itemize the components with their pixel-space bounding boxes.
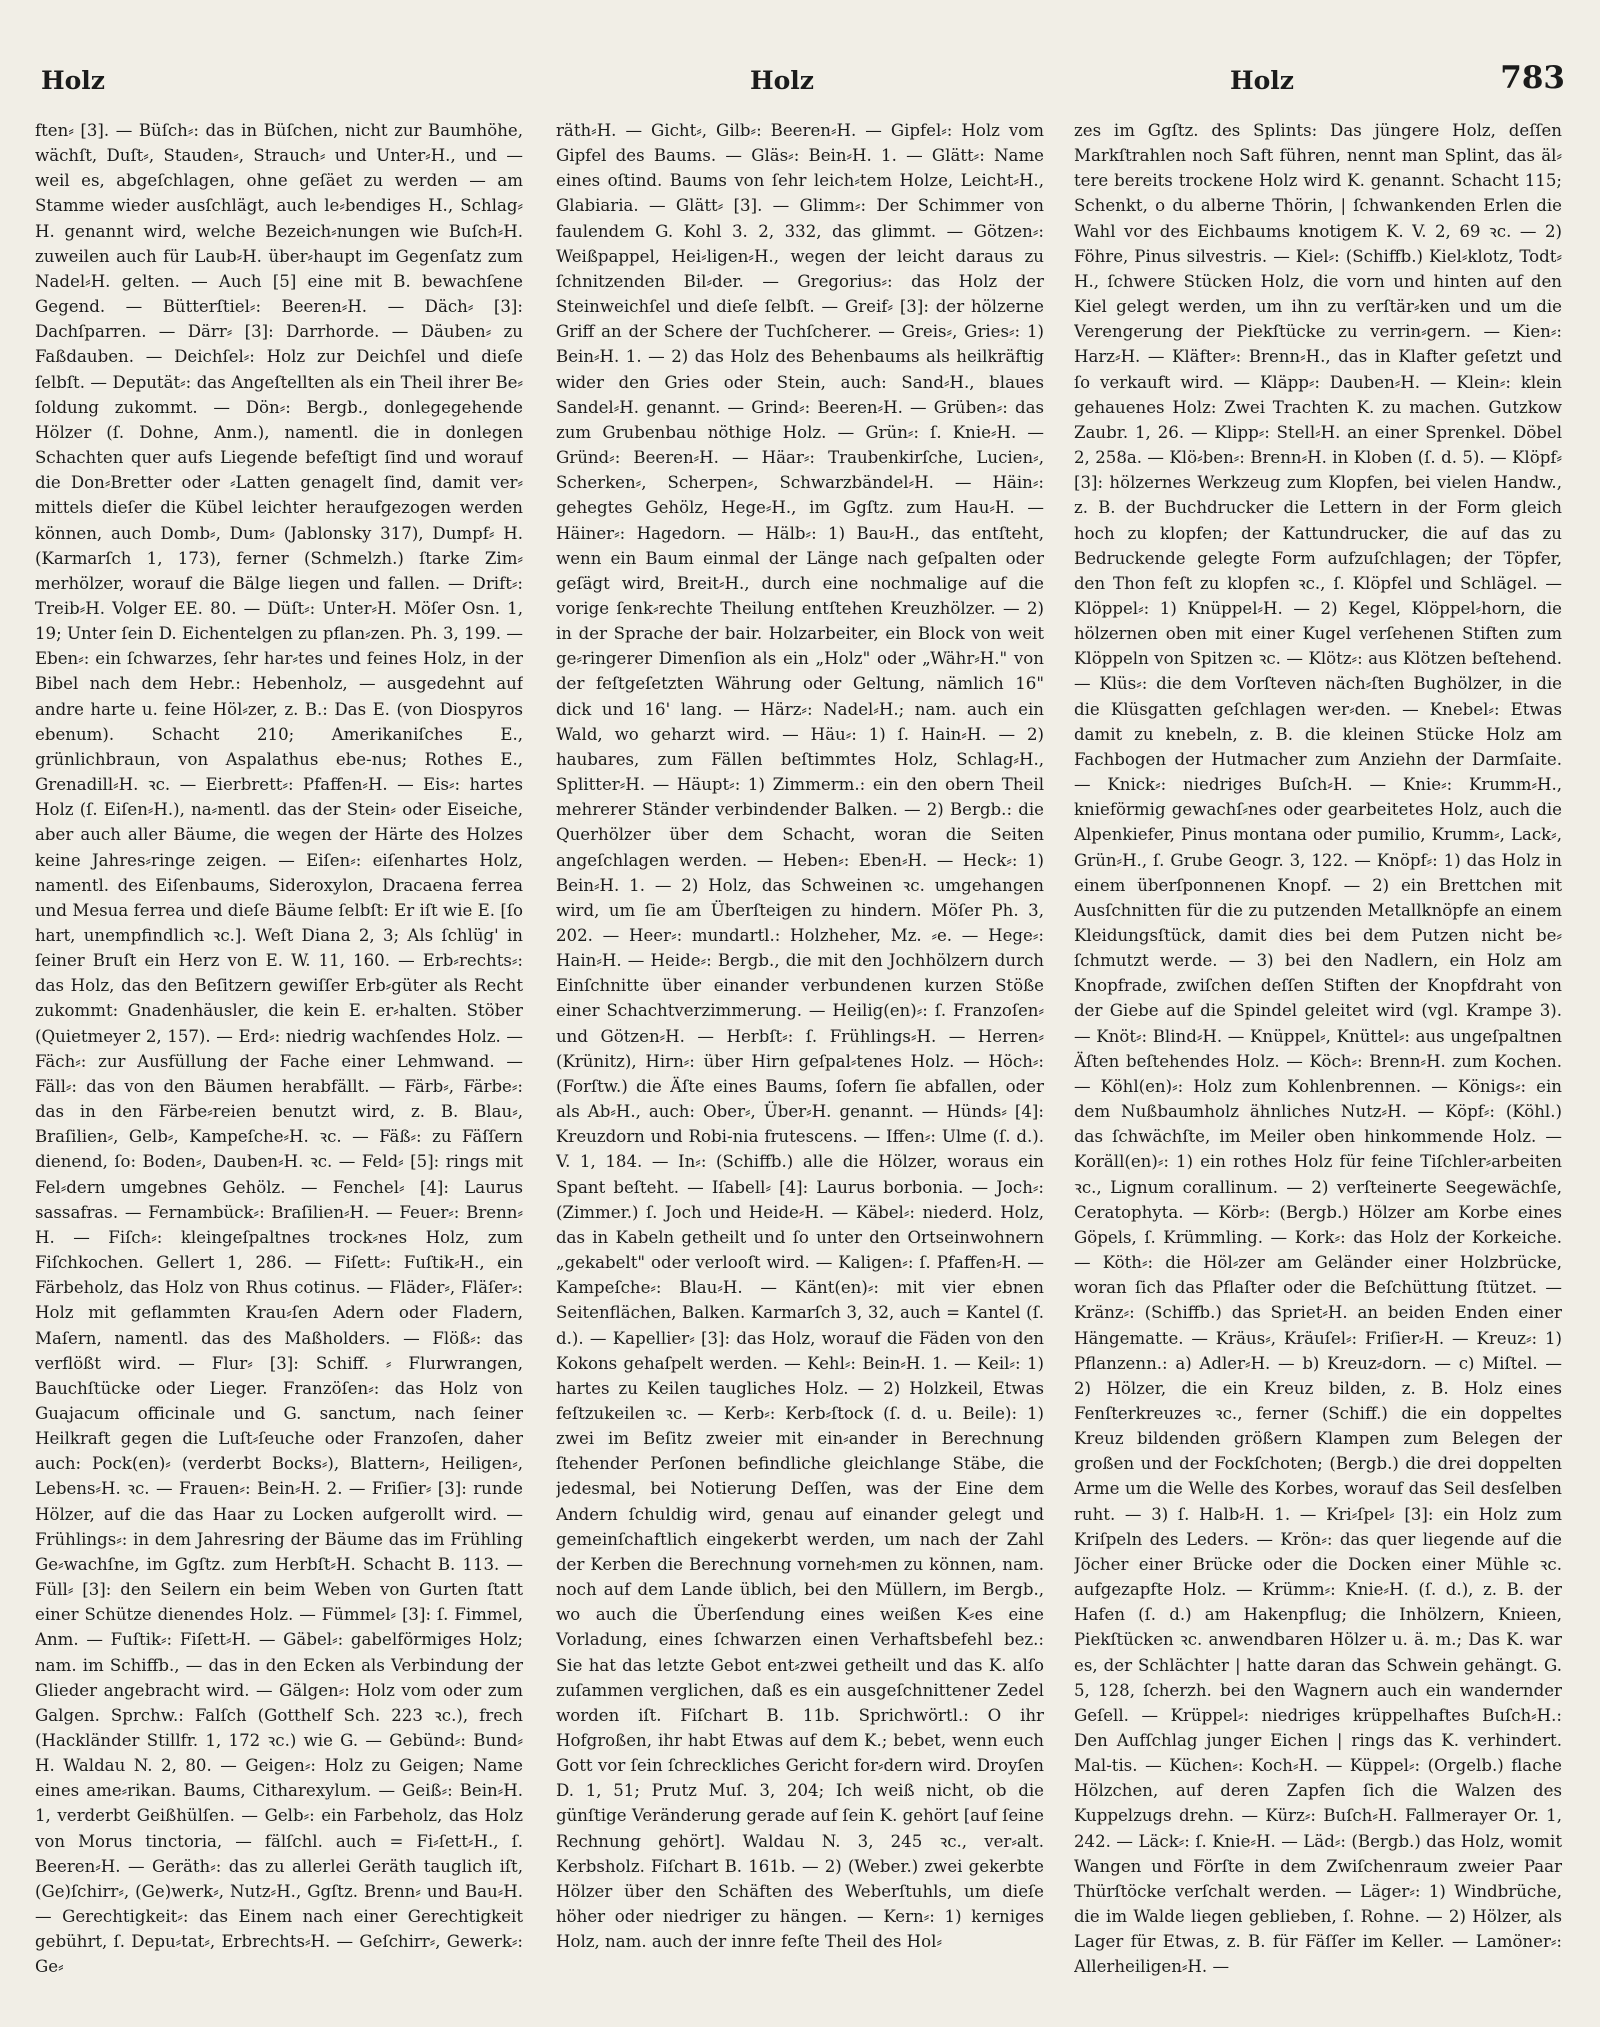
running-header <box>35 60 1565 106</box>
dictionary-column-right: zes im Ggſtz. des Splints: Das jüngere Holz, deſſen Markſtrahlen noch Saft führen, nennt man Splint, das äl⸗tere bereits trockene Holz wird K. genannt. Schacht 115; Schenkt, o du alberne Thörin, | ſchwankenden Erlen die Wahl vor des Eichbaums knotigem K. V. 2, 69 ꝛc. — 2) Föhre, Pinus silvestris. — Kiel⸗: (Schiffb.) Kiel⸗klotz, Todt⸗H., ſchwere Stücken Holz, die vorn und hinten auf den Kiel gelegt werden, um ihn zu verſtär⸗ken und um die Verengerung der Piekſtücke zu verrin⸗gern. — Kien⸗: Harz⸗H. — Kläfter⸗: Brenn⸗H., das in Klafter geſetzt und ſo verkauft wird. — Kläpp⸗: Dauben⸗H. — Klein⸗: klein gehauenes Holz: Zwei Trachten K. zu machen. Gutzkow Zaubr. 1, 26. — Klipp⸗: Stell⸗H. an einer Sprenkel. Döbel 2, 258a. — Klö⸗ben⸗: Brenn⸗H. in Kloben (ſ. d. 5). — Klöpf⸗ [3]: hölzernes Werkzeug zum Klopfen, bei vielen Handw., z. B. der Buchdrucker die Lettern in der Form gleich hoch zu klopfen; der Kattundrucker, die auf das zu Bedruckende gelegte Form aufzuſchlagen; der Töpfer, den Thon feſt zu klopfen ꝛc., ſ. Klöpfel und Schlägel. — Klöppel⸗: 1) Knüppel⸗H. — 2) Kegel, Klöppel⸗horn, die hölzernen oben mit einer Kugel verſehenen Stiften zum Klöppeln von Spitzen ꝛc. — Klötz⸗: aus Klötzen beſtehend. — Klüs⸗: die dem Vorſteven näch⸗ſten Bughölzer, in die die Klüsgatten geſchlagen wer⸗den. — Knebel⸗: Etwas damit zu knebeln, z. B. die kleinen Stücke Holz am Fachbogen der Hutmacher zum Anziehn der Darmſaite. — Knick⸗: niedriges Buſch⸗H. — Knie⸗: Krumm⸗H., knieförmig gewachſ⸗nes oder gearbeitetes Holz, auch die Alpenkiefer, Pinus montana oder pumilio, Krumm⸗, Lack⸗, Grün⸗H., ſ. Grube Geogr. 3, 122. — Knöpf⸗: 1) das Holz in einem überſponnenen Knopf. — 2) ein Brettchen mit Ausſchnitten für die zu putzenden Metallknöpfe an einem Kleidungsſtück, damit dies bei dem Putzen nicht be⸗ſchmutzt werde. — 3) bei den Nadlern, ein Holz am Knopfrade, zwiſchen deſſen Stiften der Knopfdraht von der Giebe auf die Spindel geleitet wird (vgl. Krampe 3). — Knöt⸗: Blind⸗H. — Knüppel⸗, Knüttel⸗: aus ungeſpaltnen Äſten beſtehendes Holz. — Köch⸗: Brenn⸗H. zum Kochen. — Köhl(en)⸗: Holz zum Kohlenbrennen. — Königs⸗: ein dem Nußbaumholz ähnliches Nutz⸗H. — Köpf⸗: (Köhl.) das ſchwächſte, im Meiler oben hinkommende Holz. — Koräll(en)⸗: 1) ein rothes Holz für feine Tiſchler⸗arbeiten ꝛc., Lignum corallinum. — 2) verſteinerte Seegewächſe, Ceratophyta. — Körb⸗: (Bergb.) Hölzer am Korbe eines Göpels, ſ. Krümmling. — Kork⸗: das Holz der Korkeiche. — Köth⸗: die Höl⸗zer am Geländer einer Holzbrücke, woran ſich das Pflaſter oder die Beſchüttung ſtützet. — Kränz⸗: (Schiffb.) das Spriet⸗H. an beiden Enden einer Hängematte. — Kräus⸗, Kräuſel⸗: Friſier⸗H. — Kreuz⸗: 1) Pflanzenn.: a) Adler⸗H. — b) Kreuz⸗dorn. — c) Miſtel. — 2) Hölzer, die ein Kreuz bilden, z. B. Holz eines Fenſterkreuzes ꝛc., ferner (Schiff.) die ein doppeltes Kreuz bildenden größern Klampen zum Belegen der großen und der Fockſchoten; (Bergb.) die drei doppelten Arme um die Welle des Korbes, worauf das Seil desſelben ruht. — 3) ſ. Halb⸗H. 1. — Kri⸗ſpel⸗ [3]: ein Holz zum Kriſpeln des Leders. — Krön⸗: das quer liegende auf die Jöcher einer Brücke oder die Docken einer Mühle ꝛc. aufgezapfte Holz. — Krümm⸗: Knie⸗H. (ſ. d.), z. B. der Hafen (ſ. d.) am Hakenpflug; die Inhölzern, Knieen, Piekſtücken ꝛc. anwendbaren Hölzer u. ä. m.; Das K. war es, der Schlächter | hatte daran das Schwein gehängt. G. 5, 128, ſcherzh. bei den Wagnern auch ein wandernder Geſell. — Krüppel⸗: niedriges krüppelhaftes Buſch⸗H.: Den Aufſchlag junger Eichen | rings das K. verhindert. Mal-tis. — Küchen⸗: Koch⸗H. — Küppel⸗: (Orgelb.) flache Hölzchen, auf deren Zapfen ſich die Walzen des Kuppelzugs drehn. — Kürz⸗: Buſch⸗H. Fallmerayer Or. 1, 242. — Läck⸗: ſ. Knie⸗H. — Läd⸗: (Bergb.) das Holz, womit Wangen und Förſte in dem Zwiſchenraum zweier Paar Thürſtöcke verſchalt werden. — Läger⸗: 1) Windbrüche, die im Walde liegen geblieben, ſ. Rohne. — 2) Hölzer, als Lager für Etwas, z. B. für Fäſſer im Keller. — Lamöner⸗: Allerheiligen⸗H. — <box>1074 121 1562 1977</box>
left-running-headword: Holz <box>41 66 105 95</box>
center-running-headword: Holz <box>750 66 814 95</box>
page-number: 783 <box>1500 60 1565 96</box>
right-running-headword: Holz <box>1230 66 1294 95</box>
dictionary-column-middle: räth⸗H. — Gicht⸗, Gilb⸗: Beeren⸗H. — Gipfel⸗: Holz vom Gipfel des Baums. — Gläs⸗: Bein⸗H. 1. — Glätt⸗: Name eines oſtind. Baums von ſehr leich⸗tem Holze, Leicht⸗H., Glabiaria. — Glätt⸗ [3]. — Glimm⸗: Der Schimmer von faulendem G. Kohl 3. 2, 332, das glimmt. — Götzen⸗: Weißpappel, Hei⸗ligen⸗H., wegen der leicht daraus zu ſchnitzenden Bil⸗der. — Gregorius⸗: das Holz der Steinweichſel und dieſe ſelbſt. — Greif⸗ [3]: der hölzerne Griff an der Schere der Tuchſcherer. — Greis⸗, Gries⸗: 1) Bein⸗H. 1. — 2) das Holz des Behenbaums als heilkräftig wider den Gries oder Stein, auch: Sand⸗H., blaues Sandel⸗H. genannt. — Grind⸗: Beeren⸗H. — Grüben⸗: das zum Grubenbau nöthige Holz. — Grün⸗: ſ. Knie⸗H. — Gründ⸗: Beeren⸗H. — Häar⸗: Traubenkirſche, Lucien⸗, Scherken⸗, Scherpen⸗, Schwarzbändel⸗H. — Häin⸗: gehegtes Gehölz, Hege⸗H., im Ggſtz. zum Hau⸗H. — Häiner⸗: Hagedorn. — Hälb⸗: 1) Bau⸗H., das entſteht, wenn ein Baum einmal der Länge nach geſpalten oder geſägt wird, Breit⸗H., durch eine nochmalige auf die vorige ſenk⸗rechte Theilung entſtehen Kreuzhölzer. — 2) in der Sprache der bair. Holzarbeiter, ein Block von weit ge⸗ringerer Dimenſion als ein „Holz" oder „Währ⸗H." von der feſtgeſetzten Währung oder Geltung, nämlich 16" dick und 16' lang. — Härz⸗: Nadel⸗H.; nam. auch ein Wald, wo geharzt wird. — Häu⸗: 1) ſ. Hain⸗H. — 2) haubares, zum Fällen beſtimmtes Holz, Schlag⸗H., Splitter⸗H. — Häupt⸗: 1) Zimmerm.: ein den obern Theil mehrerer Ständer verbindender Balken. — 2) Bergb.: die Querhölzer über dem Schacht, woran die Seiten angeſchlagen werden. — Heben⸗: Eben⸗H. — Heck⸗: 1) Bein⸗H. 1. — 2) Holz, das Schweinen ꝛc. umgehangen wird, um ſie am Überſteigen zu hindern. Möſer Ph. 3, 202. — Heer⸗: mundartl.: Holzheher, Mz. ⸗e. — Hege⸗: Hain⸗H. — Heide⸗: Bergb., die mit den Jochhölzern durch Einſchnitte über einander verbundenen kurzen Stöße einer Schachtverzimmerung. — Heilig(en)⸗: ſ. Franzoſen⸗ und Götzen⸗H. — Herbſt⸗: ſ. Frühlings⸗H. — Herren⸗ (Krünitz), Hirn⸗: über Hirn geſpal⸗tenes Holz. — Höch⸗: (Forſtw.) die Äſte eines Baums, ſofern ſie abfallen, oder als Ab⸗H., auch: Ober⸗, Über⸗H. genannt. — Hünds⸗ [4]: Kreuzdorn und Robi-nia frutescens. — Iffen⸗: Ulme (ſ. d.). V. 1, 184. — In⸗: (Schiffb.) alle die Hölzer, woraus ein Spant beſteht. — Iſabell⸗ [4]: Laurus borbonia. — Joch⸗: (Zimmer.) ſ. Joch und Heide⸗H. — Käbel⸗: niederd. Holz, das in Kabeln getheilt und ſo unter den Ortseinwohnern „gekabelt" oder verlooſt wird. — Kaligen⸗: ſ. Pfaffen⸗H. — Kampeſche⸗: Blau⸗H. — Känt(en)⸗: mit vier ebnen Seitenflächen, Balken. Karmarſch 3, 32, auch = Kantel (ſ. d.). — Kapellier⸗ [3]: das Holz, worauf die Fäden von den Kokons gehaſpelt werden. — Kehl⸗: Bein⸗H. 1. — Keil⸗: 1) hartes zu Keilen taugliches Holz. — 2) Holzkeil, Etwas feſtzukeilen ꝛc. — Kerb⸗: Kerb⸗ſtock (ſ. d. u. Beile): 1) zwei im Beſitz zweier mit ein⸗ander in Berechnung ſtehender Perſonen befindliche gleichlange Stäbe, die jedesmal, bei Notierung Deſſen, was der Eine dem Andern ſchuldig wird, genau auf einander gelegt und gemeinſchaftlich eingekerbt werden, um nach der Zahl der Kerben die Berechnung vorneh⸗men zu können, nam. noch auf dem Lande üblich, bei den Müllern, im Bergb., wo auch die Überſendung eines weißen K⸗es eine Vorladung, eines ſchwarzen einen Verhaftsbefehl bez.: Sie hat das letzte Gebot ent⸗zwei getheilt und das K. alſo zuſammen verglichen, daß es ein ausgeſchnittener Zedel worden iſt. Fiſchart B. 11b. Sprichwörtl.: O ihr Hofgroßen, ihr habt Etwas auf dem K.; bebet, wenn euch Gott vor ſein ſchreckliches Gericht for⸗dern wird. Droyſen D. 1, 51; Prutz Muſ. 3, 204; Ich weiß nicht, ob die günſtige Veränderung gerade auf ſein K. gehört [auf ſeine Rechnung gehört]. Waldau N. 3, 245 ꝛc., ver⸗alt. Kerbsholz. Fiſchart B. 161b. — 2) (Weber.) zwei gekerbte Hölzer über den Schäften des Weberſtuhls, um dieſe höher oder niedriger zu hängen. — Kern⸗: 1) kerniges Holz, nam. auch der innre feſte Theil des Hol⸗ <box>556 121 1044 1952</box>
dictionary-column-left: ften⸗ [3]. — Büſch⸗: das in Büſchen, nicht zur Baumhöhe, wächſt, Duſt⸗, Stauden⸗, Strauch⸗ und Unter⸗H., und — weil es, abgeſchlagen, ohne geſäet zu werden — am Stamme wieder ausſchlägt, auch le⸗bendiges H., Schlag⸗H. genannt wird, welche Bezeich⸗nungen wie Buſch⸗H. zuweilen auch für Laub⸗H. über⸗haupt im Gegenſatz zum Nadel⸗H. gelten. — Auch [5] eine mit B. bewachſene Gegend. — Bütterſtiel⸗: Beeren⸗H. — Däch⸗ [3]: Dachſparren. — Därr⸗ [3]: Darrhorde. — Däuben⸗ zu Faßdauben. — Deichſel⸗: Holz zur Deichſel und dieſe ſelbſt. — Deputät⸗: das Angeſtellten als ein Theil ihrer Be⸗ſoldung zukommt. — Dön⸗: Bergb., donlegegehende Hölzer (ſ. Dohne, Anm.), namentl. die in donlegen Schachten quer aufs Liegende befeſtigt ſind und worauf die Don⸗Bretter oder ⸗Latten genagelt ſind, damit ver⸗mittels dieſer die Kübel leichter heraufgezogen werden können, auch Domb⸗, Dum⸗ (Jablonsky 317), Dumpf⸗ H. (Karmarſch 1, 173), ferner (Schmelzh.) ſtarke Zim⸗merhölzer, worauf die Bälge liegen und fallen. — Drift⸗: Treib⸗H. Volger EE. 80. — Düſt⸗: Unter⸗H. Möſer Osn. 1, 19; Unter ſein D. Eichentelgen zu pflan⸗zen. Ph. 3, 199. — Eben⸗: ein ſchwarzes, ſehr har⸗tes und feines Holz, in der Bibel nach dem Hebr.: Hebenholz, — ausgedehnt auf andre harte u. feine Höl⸗zer, z. B.: Das E. (von Diospyros ebenum). Schacht 210; Amerikaniſches E., grünlichbraun, von Aspalathus ebe-nus; Rothes E., Grenadill⸗H. ꝛc. — Eierbrett⸗: Pfaffen⸗H. — Eis⸗: hartes Holz (ſ. Eiſen⸗H.), na⸗mentl. das der Stein⸗ oder Eiseiche, aber auch aller Bäume, die wegen der Härte des Holzes keine Jahres⸗ringe zeigen. — Eiſen⸗: eiſenhartes Holz, namentl. des Eiſenbaums, Sideroxylon, Dracaena ferrea und Mesua ferrea und dieſe Bäume ſelbſt: Er iſt wie E. [ſo hart, unempfindlich ꝛc.]. Weſt Diana 2, 3; Als ſchlüg' in ſeiner Bruſt ein Herz von E. W. 11, 160. — Erb⸗rechts⸗: das Holz, das den Beſitzern gewiſſer Erb⸗güter als Recht zukommt: Gnadenhäusler, die kein E. er⸗halten. Stöber (Quietmeyer 2, 157). — Erd⸗: niedrig wachſendes Holz. — Fäch⸗: zur Ausfüllung der Fache einer Lehmwand. — Fäll⸗: das von den Bäumen herabfällt. — Färb⸗, Färbe⸗: das in den Färbe⸗reien benutzt wird, z. B. Blau⸗, Braſilien⸗, Gelb⸗, Kampeſche⸗H. ꝛc. — Fäß⸗: zu Fäſſern dienend, ſo: Boden⸗, Dauben⸗H. ꝛc. — Feld⸗ [5]: rings mit Fel⸗dern umgebnes Gehölz. — Fenchel⸗ [4]: Laurus sassafras. — Fernambück⸗: Braſilien⸗H. — Feuer⸗: Brenn⸗H. — Fiſch⸗: kleingeſpaltnes trock⸗nes Holz, zum Fiſchkochen. Gellert 1, 286. — Fiſett⸗: Fuſtik⸗H., ein Färbeholz, das Holz von Rhus cotinus. — Fläder⸗, Fläſer⸗: Holz mit geflammten Krau⸗ſen Adern oder Fladern, Maſern, namentl. das des Maßholders. — Flöß⸗: das verflößt wird. — Flur⸗ [3]: Schiff. ⸗ Flurwrangen, Bauchſtücke oder Lieger. Franzöſen⸗: das Holz von Guajacum officinale und G. sanctum, nach ſeiner Heilkraft gegen die Luſt⸗ſeuche oder Franzoſen, daher auch: Pock(en)⸗ (verderbt Bocks⸗), Blattern⸗, Heiligen⸗, Lebens⸗H. ꝛc. — Frauen⸗: Bein⸗H. 2. — Friſier⸗ [3]: runde Hölzer, auf die das Haar zu Locken aufgerollt wird. — Frühlings⸗: in dem Jahresring der Bäume das im Frühling Ge⸗wachſne, im Ggſtz. zum Herbſt⸗H. Schacht B. 113. — Füll⸗ [3]: den Seilern ein beim Weben von Gurten ſtatt einer Schütze dienendes Holz. — Fümmel⸗ [3]: ſ. Fimmel, Anm. — Fuſtik⸗: Fiſett⸗H. — Gäbel⸗: gabelförmiges Holz; nam. im Schiffb., — das in den Ecken als Verbindung der Glieder angebracht wird. — Gälgen⸗: Holz vom oder zum Galgen. Sprchw.: Falſch (Gotthelf Sch. 223 ꝛc.), frech (Hackländer Stillfr. 1, 172 ꝛc.) wie G. — Gebünd⸗: Bund⸗H. Waldau N. 2, 80. — Geigen⸗: Holz zu Geigen; Name eines ame⸗rikan. Baums, Citharexylum. — Geiß⸗: Bein⸗H. 1, verderbt Geißhülſen. — Gelb⸗: ein Farbeholz, das Holz von Morus tinctoria, — fälſchl. auch = Fi⸗ſett⸗H., ſ. Beeren⸗H. — Geräth⸗: das zu allerlei Geräth tauglich iſt, (Ge)ſchirr⸗, (Ge)werk⸗, Nutz⸗H., Ggſtz. Brenn⸗ und Bau⸗H. — Gerechtigkeit⸗: das Einem nach einer Gerechtigkeit gebührt, ſ. Depu⸗tat⸗, Erbrechts⸗H. — Geſchirr⸗, Gewerk⸗: Ge⸗ <box>35 121 523 1977</box>
